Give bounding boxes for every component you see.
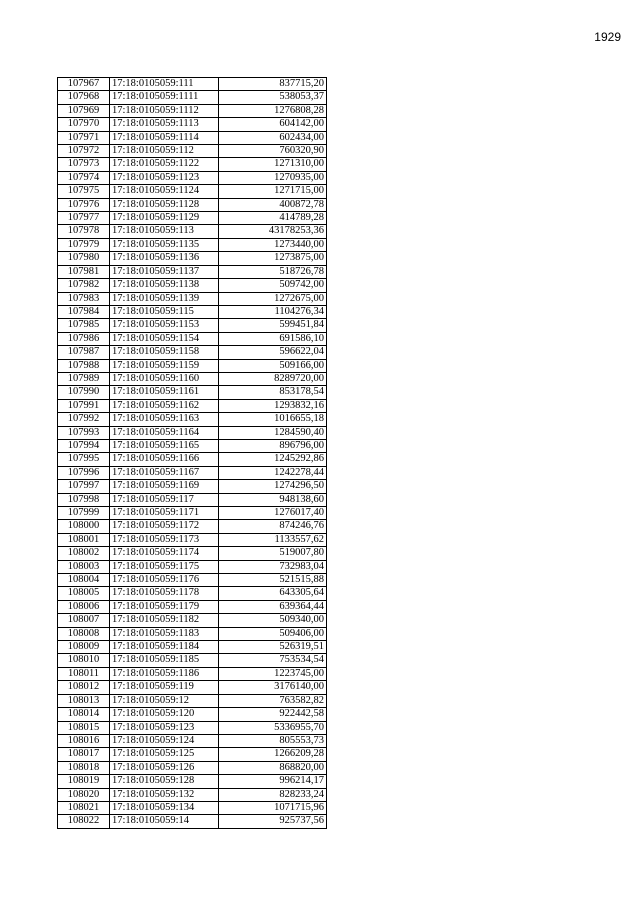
row-number-cell: 108006 (58, 600, 110, 613)
table-row (58, 238, 327, 251)
cadastral-value-cell: 763582,82 (219, 694, 327, 707)
cadastral-value-cell: 760320,90 (219, 145, 327, 158)
cadastral-value-cell: 753534,54 (219, 654, 327, 667)
row-number-cell: 108004 (58, 574, 110, 587)
table-row (58, 131, 327, 144)
row-number-cell: 107997 (58, 480, 110, 493)
cadastral-number-cell: 17:18:0105059:1128 (110, 198, 219, 211)
cadastral-number-cell: 17:18:0105059:1178 (110, 587, 219, 600)
table-row (58, 171, 327, 184)
table-body (58, 78, 327, 829)
cadastral-number-cell: 17:18:0105059:1160 (110, 372, 219, 385)
table-row (58, 185, 327, 198)
row-number-cell: 107978 (58, 225, 110, 238)
cadastral-number-cell: 17:18:0105059:1173 (110, 533, 219, 546)
cadastral-value-cell: 3176140,00 (219, 681, 327, 694)
table-row (58, 761, 327, 774)
cadastral-number-cell: 17:18:0105059:1182 (110, 614, 219, 627)
cadastral-number-cell: 17:18:0105059:1114 (110, 131, 219, 144)
table-row (58, 547, 327, 560)
cadastral-value-cell: 896796,00 (219, 439, 327, 452)
page-number: 1929 (594, 30, 621, 44)
cadastral-value-cell: 521515,88 (219, 574, 327, 587)
row-number-cell: 107967 (58, 78, 110, 91)
cadastral-number-cell: 17:18:0105059:1154 (110, 332, 219, 345)
cadastral-value-cell: 509340,00 (219, 614, 327, 627)
cadastral-number-cell: 17:18:0105059:1135 (110, 238, 219, 251)
cadastral-value-cell: 874246,76 (219, 520, 327, 533)
row-number-cell: 107994 (58, 439, 110, 452)
table-row (58, 493, 327, 506)
table-row (58, 372, 327, 385)
table-row (58, 600, 327, 613)
row-number-cell: 108013 (58, 694, 110, 707)
cadastral-number-cell: 17:18:0105059:1122 (110, 158, 219, 171)
row-number-cell: 108019 (58, 775, 110, 788)
row-number-cell: 108015 (58, 721, 110, 734)
cadastral-number-cell: 17:18:0105059:112 (110, 145, 219, 158)
table-row (58, 386, 327, 399)
cadastral-number-cell: 17:18:0105059:1111 (110, 91, 219, 104)
table-row (58, 426, 327, 439)
row-number-cell: 108002 (58, 547, 110, 560)
cadastral-number-cell: 17:18:0105059:1174 (110, 547, 219, 560)
cadastral-number-cell: 17:18:0105059:113 (110, 225, 219, 238)
row-number-cell: 107982 (58, 279, 110, 292)
table-row (58, 520, 327, 533)
cadastral-value-cell: 1016655,18 (219, 413, 327, 426)
table-row (58, 480, 327, 493)
cadastral-value-cell: 509742,00 (219, 279, 327, 292)
cadastral-number-cell: 17:18:0105059:119 (110, 681, 219, 694)
row-number-cell: 108001 (58, 533, 110, 546)
cadastral-number-cell: 17:18:0105059:1129 (110, 212, 219, 225)
table-row (58, 641, 327, 654)
row-number-cell: 107988 (58, 359, 110, 372)
table-row (58, 587, 327, 600)
cadastral-value-cell: 1293832,16 (219, 399, 327, 412)
table-row (58, 399, 327, 412)
table-row (58, 292, 327, 305)
row-number-cell: 108000 (58, 520, 110, 533)
row-number-cell: 107975 (58, 185, 110, 198)
table-row (58, 453, 327, 466)
cadastral-number-cell: 17:18:0105059:1161 (110, 386, 219, 399)
cadastral-number-cell: 17:18:0105059:1179 (110, 600, 219, 613)
row-number-cell: 107993 (58, 426, 110, 439)
row-number-cell: 107986 (58, 332, 110, 345)
cadastral-value-cell: 1274296,50 (219, 480, 327, 493)
table-row (58, 533, 327, 546)
table-row (58, 627, 327, 640)
cadastral-value-cell: 509406,00 (219, 627, 327, 640)
table-row (58, 198, 327, 211)
cadastral-value-cell: 922442,58 (219, 708, 327, 721)
cadastral-value-cell: 5336955,70 (219, 721, 327, 734)
table-row (58, 560, 327, 573)
cadastral-value-cell: 868820,00 (219, 761, 327, 774)
row-number-cell: 107989 (58, 372, 110, 385)
cadastral-number-cell: 17:18:0105059:1172 (110, 520, 219, 533)
table-row (58, 667, 327, 680)
cadastral-number-cell: 17:18:0105059:1136 (110, 252, 219, 265)
table-row (58, 734, 327, 747)
cadastral-value-cell: 1271715,00 (219, 185, 327, 198)
table-row (58, 145, 327, 158)
cadastral-value-cell: 643305,64 (219, 587, 327, 600)
row-number-cell: 108022 (58, 815, 110, 828)
cadastral-number-cell: 17:18:0105059:1167 (110, 466, 219, 479)
cadastral-number-cell: 17:18:0105059:111 (110, 78, 219, 91)
row-number-cell: 107996 (58, 466, 110, 479)
row-number-cell: 108008 (58, 627, 110, 640)
cadastral-number-cell: 17:18:0105059:1158 (110, 346, 219, 359)
cadastral-value-cell: 732983,04 (219, 560, 327, 573)
cadastral-number-cell: 17:18:0105059:1113 (110, 118, 219, 131)
row-number-cell: 108018 (58, 761, 110, 774)
cadastral-value-cell: 1271310,00 (219, 158, 327, 171)
cadastral-number-cell: 17:18:0105059:1112 (110, 104, 219, 117)
row-number-cell: 108003 (58, 560, 110, 573)
row-number-cell: 107969 (58, 104, 110, 117)
table-row (58, 91, 327, 104)
cadastral-number-cell: 17:18:0105059:1163 (110, 413, 219, 426)
cadastral-value-cell: 1266209,28 (219, 748, 327, 761)
cadastral-value-cell: 1245292,86 (219, 453, 327, 466)
cadastral-value-cell: 599451,84 (219, 319, 327, 332)
cadastral-value-cell: 526319,51 (219, 641, 327, 654)
cadastral-number-cell: 17:18:0105059:1124 (110, 185, 219, 198)
table-row (58, 801, 327, 814)
cadastral-number-cell: 17:18:0105059:1137 (110, 265, 219, 278)
cadastral-value-cell: 1133557,62 (219, 533, 327, 546)
row-number-cell: 107992 (58, 413, 110, 426)
cadastral-number-cell: 17:18:0105059:1171 (110, 507, 219, 520)
cadastral-value-cell: 518726,78 (219, 265, 327, 278)
table-row (58, 614, 327, 627)
cadastral-value-cell: 1270935,00 (219, 171, 327, 184)
cadastral-number-cell: 17:18:0105059:1175 (110, 560, 219, 573)
row-number-cell: 108012 (58, 681, 110, 694)
cadastral-value-cell: 996214,17 (219, 775, 327, 788)
table-row (58, 359, 327, 372)
row-number-cell: 107995 (58, 453, 110, 466)
cadastral-value-cell: 8289720,00 (219, 372, 327, 385)
cadastral-value-cell: 828233,24 (219, 788, 327, 801)
cadastral-number-cell: 17:18:0105059:125 (110, 748, 219, 761)
cadastral-value-cell: 691586,10 (219, 332, 327, 345)
cadastral-number-cell: 17:18:0105059:1138 (110, 279, 219, 292)
cadastral-number-cell: 17:18:0105059:1153 (110, 319, 219, 332)
table-row (58, 439, 327, 452)
cadastral-value-cell: 1273440,00 (219, 238, 327, 251)
cadastral-number-cell: 17:18:0105059:126 (110, 761, 219, 774)
cadastral-number-cell: 17:18:0105059:124 (110, 734, 219, 747)
row-number-cell: 107985 (58, 319, 110, 332)
cadastral-number-cell: 17:18:0105059:1159 (110, 359, 219, 372)
table-row (58, 413, 327, 426)
table-row (58, 118, 327, 131)
row-number-cell: 107973 (58, 158, 110, 171)
row-number-cell: 108017 (58, 748, 110, 761)
cadastral-value-cell: 519007,80 (219, 547, 327, 560)
table-row (58, 507, 327, 520)
table-row (58, 681, 327, 694)
cadastral-value-cell: 805553,73 (219, 734, 327, 747)
cadastral-value-cell: 400872,78 (219, 198, 327, 211)
cadastral-number-cell: 17:18:0105059:128 (110, 775, 219, 788)
table-row (58, 279, 327, 292)
table-row (58, 708, 327, 721)
table-row (58, 694, 327, 707)
table-row (58, 158, 327, 171)
cadastral-number-cell: 17:18:0105059:134 (110, 801, 219, 814)
cadastral-value-cell: 1273875,00 (219, 252, 327, 265)
cadastral-number-cell: 17:18:0105059:1139 (110, 292, 219, 305)
table-row (58, 332, 327, 345)
row-number-cell: 107987 (58, 346, 110, 359)
table-row (58, 319, 327, 332)
table-row (58, 252, 327, 265)
cadastral-number-cell: 17:18:0105059:1183 (110, 627, 219, 640)
cadastral-value-cell: 639364,44 (219, 600, 327, 613)
cadastral-number-cell: 17:18:0105059:132 (110, 788, 219, 801)
cadastral-number-cell: 17:18:0105059:1176 (110, 574, 219, 587)
row-number-cell: 107991 (58, 399, 110, 412)
cadastral-number-cell: 17:18:0105059:14 (110, 815, 219, 828)
cadastral-value-cell: 1284590,40 (219, 426, 327, 439)
row-number-cell: 108014 (58, 708, 110, 721)
cadastral-value-cell: 1242278,44 (219, 466, 327, 479)
cadastral-number-cell: 17:18:0105059:1123 (110, 171, 219, 184)
cadastral-value-cell: 1276808,28 (219, 104, 327, 117)
row-number-cell: 107976 (58, 198, 110, 211)
cadastral-number-cell: 17:18:0105059:115 (110, 305, 219, 318)
cadastral-value-cell: 602434,00 (219, 131, 327, 144)
cadastral-number-cell: 17:18:0105059:1184 (110, 641, 219, 654)
table-row (58, 305, 327, 318)
row-number-cell: 107983 (58, 292, 110, 305)
table-row (58, 78, 327, 91)
cadastral-value-cell: 596622,04 (219, 346, 327, 359)
cadastral-value-table (57, 77, 327, 829)
cadastral-value-cell: 948138,60 (219, 493, 327, 506)
cadastral-number-cell: 17:18:0105059:1162 (110, 399, 219, 412)
table-row (58, 815, 327, 828)
cadastral-value-cell: 1272675,00 (219, 292, 327, 305)
cadastral-number-cell: 17:18:0105059:1185 (110, 654, 219, 667)
cadastral-value-cell: 538053,37 (219, 91, 327, 104)
row-number-cell: 108011 (58, 667, 110, 680)
table-row (58, 654, 327, 667)
cadastral-value-cell: 43178253,36 (219, 225, 327, 238)
row-number-cell: 108009 (58, 641, 110, 654)
cadastral-number-cell: 17:18:0105059:120 (110, 708, 219, 721)
table-row (58, 574, 327, 587)
table-row (58, 788, 327, 801)
cadastral-number-cell: 17:18:0105059:12 (110, 694, 219, 707)
cadastral-number-cell: 17:18:0105059:1164 (110, 426, 219, 439)
cadastral-number-cell: 17:18:0105059:117 (110, 493, 219, 506)
cadastral-value-cell: 604142,00 (219, 118, 327, 131)
cadastral-number-cell: 17:18:0105059:1165 (110, 439, 219, 452)
table-row (58, 104, 327, 117)
cadastral-value-cell: 1104276,34 (219, 305, 327, 318)
row-number-cell: 108020 (58, 788, 110, 801)
cadastral-value-cell: 837715,20 (219, 78, 327, 91)
table-row (58, 346, 327, 359)
row-number-cell: 107990 (58, 386, 110, 399)
row-number-cell: 107970 (58, 118, 110, 131)
cadastral-value-cell: 414789,28 (219, 212, 327, 225)
table-row (58, 466, 327, 479)
row-number-cell: 107984 (58, 305, 110, 318)
cadastral-value-cell: 1071715,96 (219, 801, 327, 814)
row-number-cell: 107980 (58, 252, 110, 265)
cadastral-value-cell: 925737,56 (219, 815, 327, 828)
row-number-cell: 108005 (58, 587, 110, 600)
cadastral-value-cell: 1276017,40 (219, 507, 327, 520)
row-number-cell: 107972 (58, 145, 110, 158)
row-number-cell: 108010 (58, 654, 110, 667)
row-number-cell: 108021 (58, 801, 110, 814)
table-row (58, 225, 327, 238)
cadastral-number-cell: 17:18:0105059:1186 (110, 667, 219, 680)
row-number-cell: 107977 (58, 212, 110, 225)
table-row (58, 775, 327, 788)
row-number-cell: 108016 (58, 734, 110, 747)
cadastral-value-cell: 1223745,00 (219, 667, 327, 680)
cadastral-value-cell: 509166,00 (219, 359, 327, 372)
table-row (58, 212, 327, 225)
cadastral-value-cell: 853178,54 (219, 386, 327, 399)
cadastral-number-cell: 17:18:0105059:1166 (110, 453, 219, 466)
cadastral-number-cell: 17:18:0105059:1169 (110, 480, 219, 493)
row-number-cell: 107981 (58, 265, 110, 278)
row-number-cell: 107998 (58, 493, 110, 506)
row-number-cell: 108007 (58, 614, 110, 627)
row-number-cell: 107971 (58, 131, 110, 144)
table-row (58, 721, 327, 734)
row-number-cell: 107974 (58, 171, 110, 184)
table-row (58, 265, 327, 278)
row-number-cell: 107979 (58, 238, 110, 251)
row-number-cell: 107999 (58, 507, 110, 520)
row-number-cell: 107968 (58, 91, 110, 104)
cadastral-number-cell: 17:18:0105059:123 (110, 721, 219, 734)
table-row (58, 748, 327, 761)
